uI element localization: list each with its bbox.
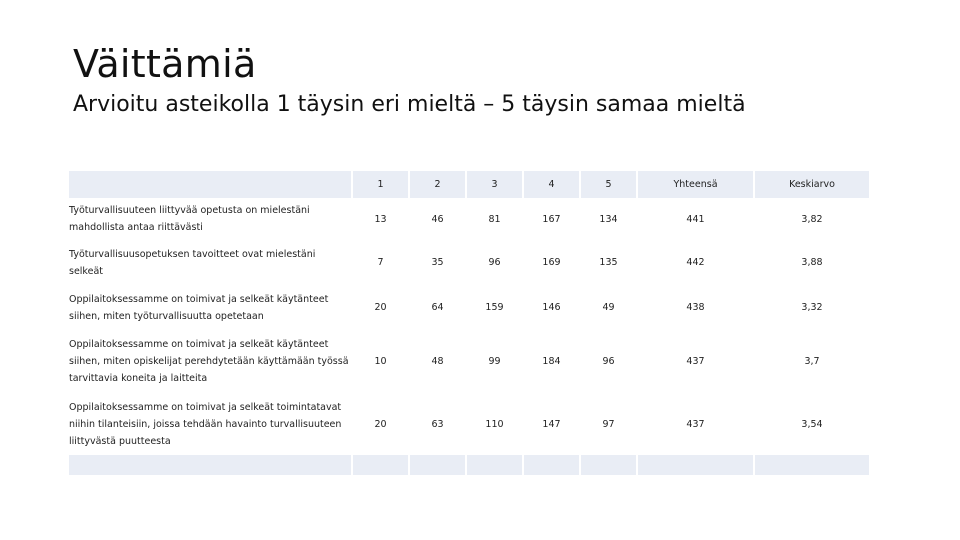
- value-cell: 134: [581, 198, 636, 240]
- footer-cell: [467, 455, 522, 475]
- slide-subtitle: Arvioitu asteikolla 1 täysin eri mieltä – 5 täysin samaa mieltä: [73, 92, 746, 117]
- footer-cell: [410, 455, 465, 475]
- header-cell-total: Yhteensä: [638, 171, 753, 198]
- value-cell: 135: [581, 240, 636, 285]
- value-cell: 169: [524, 240, 579, 285]
- header-cell-5: 5: [581, 171, 636, 198]
- survey-table: [67, 171, 871, 475]
- value-cell: 146: [524, 285, 579, 330]
- header-cell-4: 4: [524, 171, 579, 198]
- total-cell: 438: [638, 285, 753, 330]
- value-cell: 184: [524, 330, 579, 393]
- footer-cell: [638, 455, 753, 475]
- footer-cell: [581, 455, 636, 475]
- value-cell: 167: [524, 198, 579, 240]
- footer-cell: [755, 455, 869, 475]
- statement-cell: Oppilaitoksessamme on toimivat ja selkeät käytänteet siihen, miten opiskelijat perehdytetään käyttämään työssä tarvittavia koneita ja laitteita: [69, 330, 351, 393]
- total-cell: 442: [638, 240, 753, 285]
- value-cell: 97: [581, 393, 636, 455]
- mean-cell: 3,88: [755, 240, 869, 285]
- table-row: [69, 240, 869, 285]
- header-cell-3: 3: [467, 171, 522, 198]
- mean-cell: 3,7: [755, 330, 869, 393]
- value-cell: 159: [467, 285, 522, 330]
- value-cell: 35: [410, 240, 465, 285]
- slide-title: Väittämiä: [73, 42, 257, 86]
- header-cell-2: 2: [410, 171, 465, 198]
- table-footer-row: [69, 455, 869, 475]
- table-row: [69, 330, 869, 393]
- footer-cell: [353, 455, 408, 475]
- header-cell-1: 1: [353, 171, 408, 198]
- statement-cell: Oppilaitoksessamme on toimivat ja selkeät toimintatavat niihin tilanteisiin, joissa tehdään havainto turvallisuuteen liittyvästä puutteesta: [69, 393, 351, 455]
- value-cell: 99: [467, 330, 522, 393]
- value-cell: 48: [410, 330, 465, 393]
- value-cell: 46: [410, 198, 465, 240]
- value-cell: 96: [467, 240, 522, 285]
- value-cell: 147: [524, 393, 579, 455]
- value-cell: 110: [467, 393, 522, 455]
- footer-cell: [69, 455, 351, 475]
- statement-cell: Oppilaitoksessamme on toimivat ja selkeät käytänteet siihen, miten työturvallisuutta opetetaan: [69, 285, 351, 330]
- total-cell: 441: [638, 198, 753, 240]
- value-cell: 96: [581, 330, 636, 393]
- total-cell: 437: [638, 330, 753, 393]
- mean-cell: 3,32: [755, 285, 869, 330]
- value-cell: 13: [353, 198, 408, 240]
- table-row: [69, 285, 869, 330]
- value-cell: 20: [353, 285, 408, 330]
- value-cell: 49: [581, 285, 636, 330]
- value-cell: 10: [353, 330, 408, 393]
- value-cell: 7: [353, 240, 408, 285]
- statement-cell: Työturvallisuusopetuksen tavoitteet ovat mielestäni selkeät: [69, 240, 351, 285]
- table-row: [69, 198, 869, 240]
- table-header-row: [69, 171, 869, 198]
- value-cell: 20: [353, 393, 408, 455]
- value-cell: 63: [410, 393, 465, 455]
- mean-cell: 3,82: [755, 198, 869, 240]
- value-cell: 64: [410, 285, 465, 330]
- value-cell: 81: [467, 198, 522, 240]
- total-cell: 437: [638, 393, 753, 455]
- footer-cell: [524, 455, 579, 475]
- mean-cell: 3,54: [755, 393, 869, 455]
- header-cell-statement: [69, 171, 351, 198]
- statement-cell: Työturvallisuuteen liittyvää opetusta on mielestäni mahdollista antaa riittävästi: [69, 198, 351, 240]
- table-row: [69, 393, 869, 455]
- header-cell-mean: Keskiarvo: [755, 171, 869, 198]
